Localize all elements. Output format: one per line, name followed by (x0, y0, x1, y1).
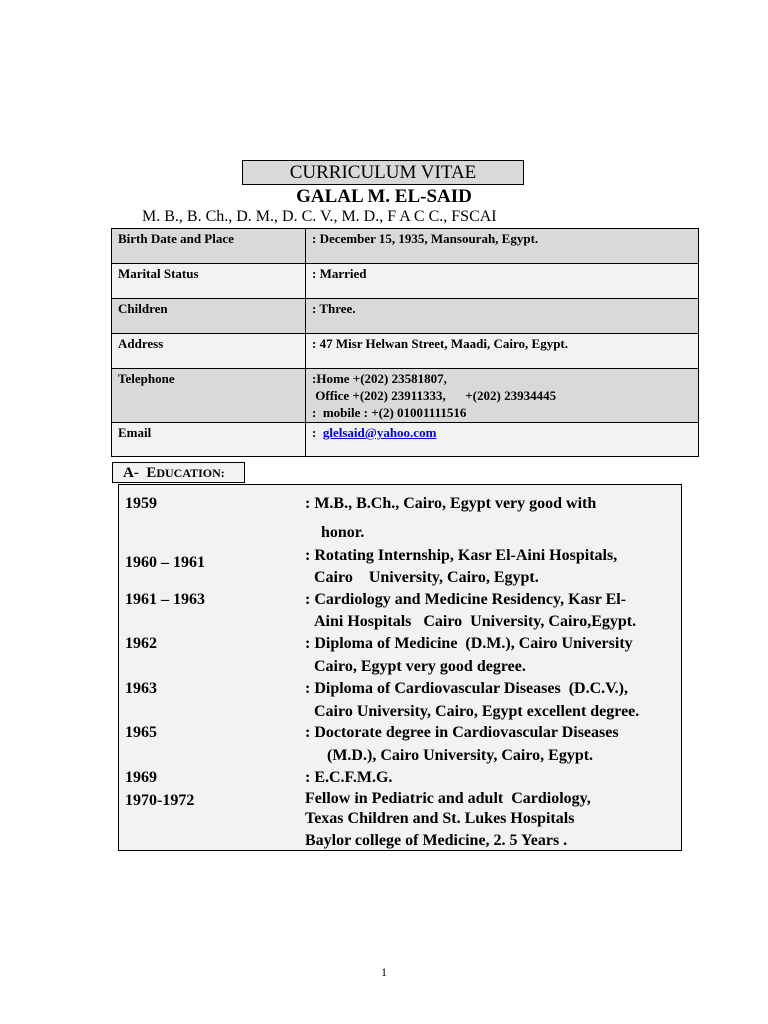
education-line: : Diploma of Medicine (D.M.), Cairo University (305, 635, 633, 652)
education-line: Baylor college of Medicine, 2. 5 Years . (305, 832, 568, 849)
education-line: Aini Hospitals Cairo University, Cairo,Egypt. (314, 613, 637, 630)
education-line: Fellow in Pediatric and adult Cardiology, (305, 790, 591, 807)
marital-value: : Married (306, 264, 699, 299)
table-row (112, 369, 699, 423)
education-line: Cairo, Egypt very good degree. (314, 658, 526, 675)
education-year: 1965 (125, 724, 157, 741)
telephone-value (306, 369, 699, 423)
address-label: Address (112, 334, 306, 369)
table-row (112, 423, 699, 457)
telephone-home: :Home +(202) 23581807, (312, 371, 447, 386)
education-line: (M.D.), Cairo University, Cairo, Egypt. (327, 747, 594, 764)
table-row (112, 229, 699, 264)
education-heading-rest: DUCATION: (156, 466, 225, 480)
education-year: 1962 (125, 635, 157, 652)
table-row (112, 264, 699, 299)
email-link[interactable]: glelsaid@yahoo.com (322, 425, 437, 440)
education-line: Cairo University, Cairo, Egypt. (314, 569, 539, 586)
email-value (306, 423, 699, 457)
table-row (112, 299, 699, 334)
education-heading-initial: E (146, 465, 157, 481)
education-box (118, 484, 682, 851)
education-year: 1961 – 1963 (125, 591, 205, 608)
birth-value: : December 15, 1935, Mansourah, Egypt. (306, 229, 699, 264)
education-line: Texas Children and St. Lukes Hospitals (305, 810, 575, 827)
telephone-label: Telephone (112, 369, 306, 423)
children-value: : Three. (306, 299, 699, 334)
table-row (112, 334, 699, 369)
education-line: : E.C.F.M.G. (305, 769, 393, 786)
education-year: 1959 (125, 495, 157, 512)
education-year: 1970-1972 (125, 792, 195, 809)
education-line: Cairo University, Cairo, Egypt excellent degree. (314, 703, 640, 720)
email-label: Email (112, 423, 306, 457)
education-line: : Rotating Internship, Kasr El-Aini Hospitals, (305, 547, 618, 564)
education-line: : Doctorate degree in Cardiovascular Diseases (305, 724, 619, 741)
marital-label: Marital Status (112, 264, 306, 299)
person-name: GALAL M. EL-SAID (296, 186, 472, 207)
telephone-mobile: : mobile : +(2) 01001111516 (312, 405, 467, 420)
education-line: : Diploma of Cardiovascular Diseases (D.C.V.), (305, 680, 628, 697)
education-year: 1960 – 1961 (125, 554, 205, 571)
education-line: : M.B., B.Ch., Cairo, Egypt very good with (305, 495, 597, 512)
page-number: 1 (381, 965, 387, 979)
personal-info-table (111, 228, 699, 457)
birth-label: Birth Date and Place (112, 229, 306, 264)
education-heading (112, 462, 245, 483)
address-value: : 47 Misr Helwan Street, Maadi, Cairo, Egypt. (306, 334, 699, 369)
qualifications: M. B., B. Ch., D. M., D. C. V., M. D., F A C C., FSCAI (142, 208, 497, 225)
education-year: 1963 (125, 680, 157, 697)
education-line: : Cardiology and Medicine Residency, Kasr El- (305, 591, 627, 608)
cv-title: CURRICULUM VITAE (242, 160, 524, 185)
education-heading-prefix: A- (123, 465, 139, 481)
education-year: 1969 (125, 769, 157, 786)
children-label: Children (112, 299, 306, 334)
education-line: honor. (321, 524, 365, 541)
email-prefix: : (312, 425, 317, 440)
telephone-office: Office +(202) 23911333, +(202) 23934445 (312, 388, 557, 403)
